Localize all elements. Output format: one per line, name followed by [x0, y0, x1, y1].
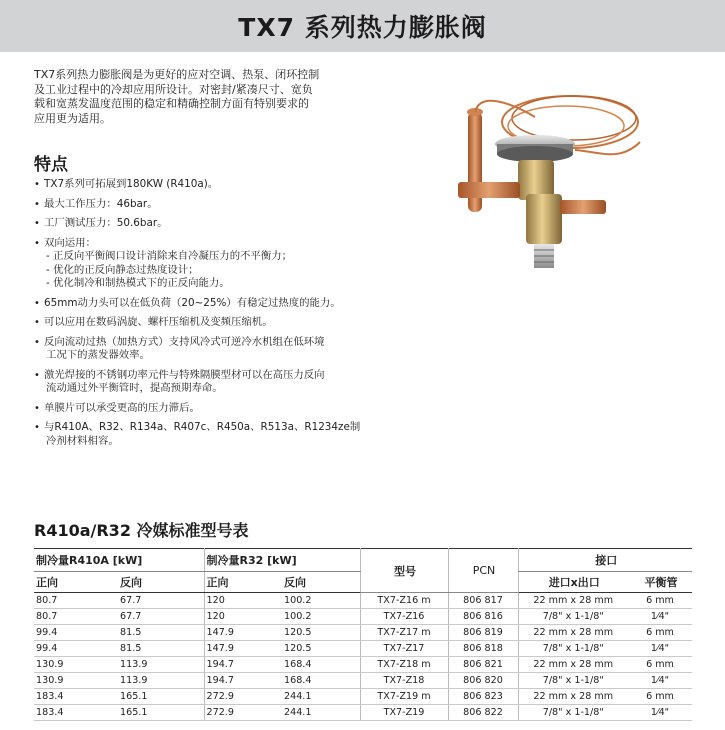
cell-in-out-size: 7/8" x 1-1/8" [518, 609, 628, 625]
feature-text: • 单膜片可以承受更高的压力滞后。 [44, 401, 200, 414]
cell-cap-r32-forward: 120 [204, 593, 282, 609]
cell-in-out-size: 22 mm x 28 mm [518, 625, 628, 641]
model-table [34, 548, 692, 721]
table-row [34, 593, 692, 609]
cell-cap-r410a-forward: 99.4 [34, 641, 118, 657]
header-forward: 正向 [204, 572, 282, 593]
header-connection: 接口 [518, 549, 692, 572]
cell-cap-r410a-forward: 130.9 [34, 657, 118, 673]
title-bar [0, 0, 725, 52]
cell-cap-r410a-reverse: 113.9 [118, 657, 204, 673]
cell-in-out-size: 22 mm x 28 mm [518, 689, 628, 705]
header-cap-r32: 制冷量R32 [kW] [204, 549, 360, 572]
cell-cap-r32-forward: 120 [204, 609, 282, 625]
header-cap-r410a: 制冷量R410A [kW] [34, 549, 204, 572]
cell-cap-r410a-forward: 80.7 [34, 609, 118, 625]
cell-cap-r410a-reverse: 113.9 [118, 673, 204, 689]
feature-text: 冷剂材料相容。 [46, 434, 119, 447]
feature-text: - 优化的正反向静态过热度设计； [46, 263, 199, 276]
table-row [34, 689, 692, 705]
cell-equalizer-size: 1⁄4" [628, 673, 692, 689]
feature-text: • 可以应用在数码涡旋、螺杆压缩机及变频压缩机。 [44, 316, 273, 328]
feature-text: - 正反向平衡阀口设计消除来自冷凝压力的不平衡力； [46, 250, 293, 262]
cell-equalizer-size: 1⁄4" [628, 705, 692, 721]
cell-model: TX7-Z17 [360, 641, 448, 657]
cell-cap-r32-forward: 194.7 [204, 673, 282, 689]
cell-cap-r32-reverse: 100.2 [282, 593, 360, 609]
header-in-out: 进口x出口 [518, 572, 628, 593]
features-list [34, 178, 379, 454]
feature-text: • 最大工作压力：46bar。 [44, 197, 158, 210]
cell-cap-r410a-reverse: 165.1 [118, 689, 204, 705]
cell-cap-r32-forward: 272.9 [204, 689, 282, 705]
table-row [34, 609, 692, 625]
cell-equalizer-size: 6 mm [628, 657, 692, 673]
cell-in-out-size: 7/8" x 1-1/8" [518, 705, 628, 721]
cell-equalizer-size: 6 mm [628, 593, 692, 609]
feature-item [34, 297, 379, 311]
header-forward: 正向 [34, 572, 118, 593]
cell-cap-r32-reverse: 244.1 [282, 705, 360, 721]
feature-item [34, 198, 379, 212]
cell-equalizer-size: 6 mm [628, 625, 692, 641]
feature-item [34, 217, 379, 231]
feature-text: • TX7系列可拓展到180KW (R410a)。 [44, 178, 219, 190]
cell-pcn: 806 816 [448, 609, 518, 625]
cell-in-out-size: 7/8" x 1-1/8" [518, 641, 628, 657]
cell-cap-r410a-reverse: 67.7 [118, 593, 204, 609]
cell-model: TX7-Z19 m [360, 689, 448, 705]
feature-text: • 反向流动过热（加热方式）支持风冷式可逆冷水机组在低环境 [44, 335, 325, 348]
features-heading: 特点 [34, 155, 68, 175]
cell-equalizer-size: 1⁄4" [628, 609, 692, 625]
feature-item [34, 336, 379, 363]
expansion-valve-image [440, 82, 650, 282]
cell-cap-r410a-forward: 80.7 [34, 593, 118, 609]
feature-item [34, 369, 379, 396]
cell-in-out-size: 7/8" x 1-1/8" [518, 673, 628, 689]
feature-text: • 工厂测试压力：50.6bar。 [44, 217, 168, 229]
feature-item [34, 402, 379, 416]
intro-line: 载和宽蒸发温度范围的稳定和精确控制方面有特别要求的 [34, 97, 309, 110]
cell-cap-r32-forward: 272.9 [204, 705, 282, 721]
table-row [34, 657, 692, 673]
cell-equalizer-size: 1⁄4" [628, 641, 692, 657]
table-row [34, 641, 692, 657]
intro-line: TX7系列热力膨胀阀是为更好的应对空调、热泵、闭环控制 [34, 68, 320, 81]
cell-equalizer-size: 6 mm [628, 689, 692, 705]
cell-cap-r32-reverse: 244.1 [282, 689, 360, 705]
cell-cap-r410a-forward: 183.4 [34, 705, 118, 721]
feature-item [34, 421, 379, 448]
cell-model: TX7-Z18 [360, 673, 448, 689]
intro-line: 及工业过程中的冷却应用所设计。对密封/紧凑尺寸、宽负 [34, 82, 313, 96]
cell-cap-r32-reverse: 120.5 [282, 641, 360, 657]
cell-cap-r410a-reverse: 81.5 [118, 641, 204, 657]
cell-pcn: 806 819 [448, 625, 518, 641]
cell-cap-r32-reverse: 100.2 [282, 609, 360, 625]
cell-cap-r410a-forward: 99.4 [34, 625, 118, 641]
feature-item [34, 316, 379, 330]
cell-model: TX7-Z18 m [360, 657, 448, 673]
cell-model: TX7-Z16 m [360, 593, 448, 609]
table-row [34, 705, 692, 721]
cell-model: TX7-Z19 [360, 705, 448, 721]
header-reverse: 反向 [282, 572, 360, 593]
cell-pcn: 806 820 [448, 673, 518, 689]
table-row [34, 673, 692, 689]
cell-pcn: 806 823 [448, 689, 518, 705]
cell-cap-r32-forward: 147.9 [204, 641, 282, 657]
cell-cap-r32-forward: 194.7 [204, 657, 282, 673]
table-row [34, 625, 692, 641]
feature-text: • 双向运用： [44, 236, 96, 249]
cell-cap-r32-reverse: 120.5 [282, 625, 360, 641]
feature-text: • 65mm动力头可以在低负荷（20~25%）有稳定过热度的能力。 [44, 296, 341, 309]
table-title: R410a/R32 冷媒标准型号表 [34, 521, 249, 540]
cell-cap-r410a-reverse: 81.5 [118, 625, 204, 641]
page-title: TX7 系列热力膨胀阀 [238, 13, 487, 42]
feature-text: 工况下的蒸发器效率。 [46, 349, 150, 361]
feature-text: - 优化制冷和制热模式下的正反向能力。 [46, 277, 230, 289]
header-pcn: PCN [448, 549, 518, 593]
header-reverse: 反向 [118, 572, 204, 593]
cell-pcn: 806 821 [448, 657, 518, 673]
feature-text: • 与R410A、R32、R134a、R407c、R450a、R513a、R1234ze制 [44, 421, 361, 433]
cell-pcn: 806 818 [448, 641, 518, 657]
feature-item [34, 237, 379, 291]
cell-cap-r410a-forward: 183.4 [34, 689, 118, 705]
header-equalizer: 平衡管 [628, 572, 692, 593]
cell-cap-r32-reverse: 168.4 [282, 673, 360, 689]
cell-in-out-size: 22 mm x 28 mm [518, 593, 628, 609]
feature-text: • 激光焊接的不锈钢功率元件与特殊隔膜型材可以在高压力反向 [44, 368, 325, 381]
cell-cap-r32-reverse: 168.4 [282, 657, 360, 673]
cell-cap-r410a-forward: 130.9 [34, 673, 118, 689]
cell-model: TX7-Z16 [360, 609, 448, 625]
feature-item [34, 178, 379, 192]
cell-cap-r410a-reverse: 165.1 [118, 705, 204, 721]
cell-pcn: 806 822 [448, 705, 518, 721]
cell-pcn: 806 817 [448, 593, 518, 609]
cell-model: TX7-Z17 m [360, 625, 448, 641]
cell-cap-r410a-reverse: 67.7 [118, 609, 204, 625]
intro-line: 应用更为适用。 [34, 111, 111, 125]
cell-in-out-size: 22 mm x 28 mm [518, 657, 628, 673]
intro-paragraph [34, 68, 364, 126]
cell-cap-r32-forward: 147.9 [204, 625, 282, 641]
feature-text: 流动通过外平衡管时，提高预期寿命。 [46, 382, 223, 394]
header-model: 型号 [360, 549, 448, 593]
